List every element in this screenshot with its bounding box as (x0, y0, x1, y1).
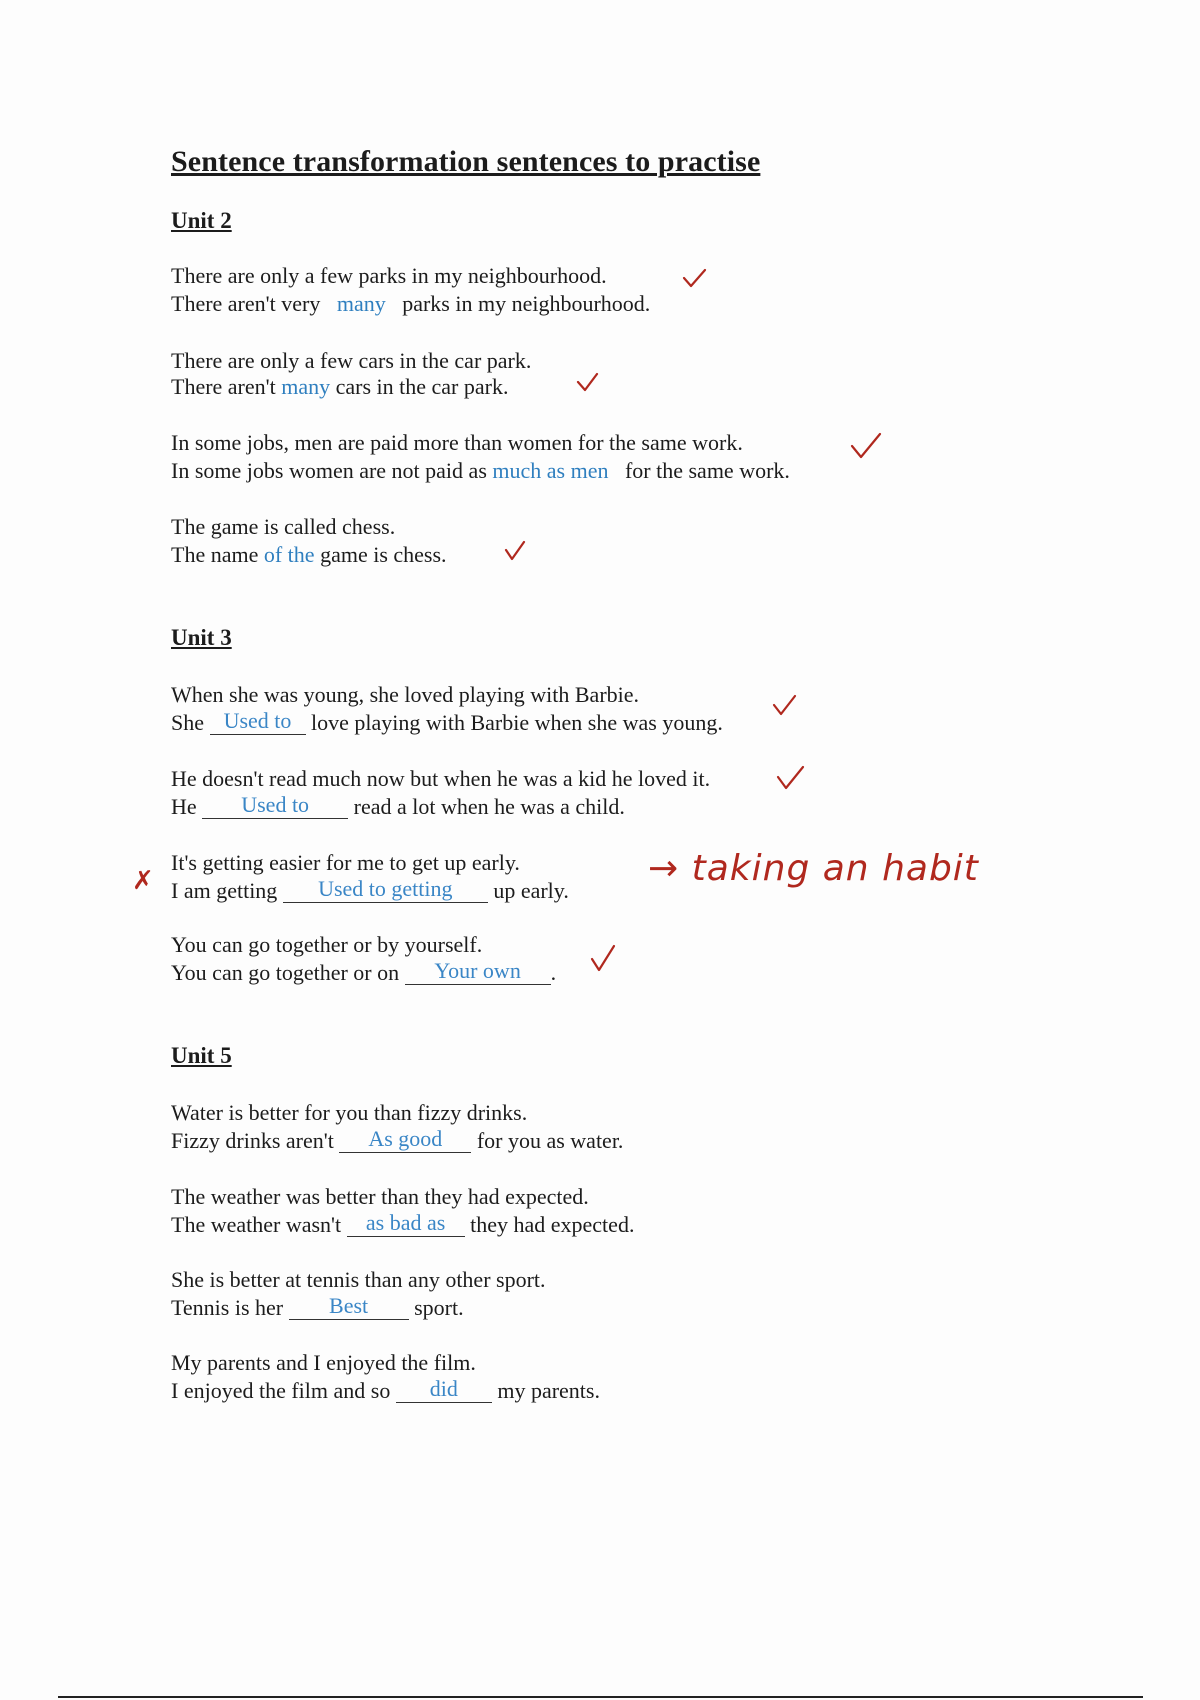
check-mark-icon (576, 372, 600, 394)
transformed-sentence (171, 794, 625, 820)
answer-blank (289, 1293, 409, 1320)
sentence-end: parks in my neighbourhood. (402, 291, 651, 316)
sentence-end: cars in the car park. (335, 374, 509, 399)
cross-mark-icon: ✗ (132, 866, 154, 896)
answer-text: much as men (492, 458, 609, 483)
check-mark-icon (682, 268, 708, 290)
sentence-start: There aren't (171, 374, 276, 399)
check-mark-icon (590, 944, 618, 974)
sentence-end: read a lot when he was a child. (353, 794, 625, 819)
sentence-start: He (171, 794, 197, 819)
answer-text: Best (329, 1293, 369, 1318)
sentence-end: my parents. (497, 1378, 600, 1403)
sentence-end: game is chess. (320, 542, 447, 567)
answer-text: Used to getting (318, 876, 453, 901)
transformed-sentence (171, 710, 723, 736)
sentence-start: I am getting (171, 878, 278, 903)
source-sentence: He doesn't read much now but when he was a kid he loved it. (171, 766, 711, 791)
source-sentence: Water is better for you than fizzy drinks. (171, 1100, 528, 1125)
answer-text: Your own (434, 958, 521, 983)
check-mark-icon (776, 765, 806, 791)
transformed-sentence (171, 1378, 600, 1404)
transformed-sentence (171, 1212, 634, 1238)
sentence-end: for you as water. (476, 1128, 624, 1153)
answer-text: Used to (223, 708, 292, 733)
source-sentence: The weather was better than they had expected. (171, 1184, 589, 1209)
transformed-sentence (171, 1128, 623, 1154)
answer-text: many (336, 291, 386, 316)
sentence-end: sport. (414, 1295, 464, 1320)
sentence-end: love playing with Barbie when she was young. (311, 710, 723, 735)
answer-text: many (281, 374, 331, 399)
answer-blank (283, 876, 488, 903)
sentence-start: She (171, 710, 204, 735)
source-sentence: There are only a few cars in the car park. (171, 348, 532, 373)
answer-text: as bad as (365, 1210, 446, 1235)
answer-blank (202, 792, 348, 819)
transformed-sentence (171, 374, 508, 400)
sentence-start: You can go together or on (171, 960, 400, 985)
answer-text: Used to (241, 792, 310, 817)
unit-heading: Unit 5 (171, 1043, 232, 1068)
answer-text: did (429, 1376, 458, 1401)
sentence-end: for the same work. (624, 458, 790, 483)
sentence-end: they had expected. (470, 1212, 635, 1237)
source-sentence: She is better at tennis than any other sport. (171, 1267, 546, 1292)
check-mark-icon (504, 540, 528, 562)
transformed-sentence (171, 291, 650, 317)
transformed-sentence (171, 878, 569, 904)
sentence-start: The name (171, 542, 259, 567)
answer-blank (405, 958, 551, 985)
answer-blank (396, 1376, 492, 1403)
sentence-start: There aren't very (171, 291, 321, 316)
unit-heading: Unit 3 (171, 625, 232, 650)
answer-blank (210, 708, 306, 735)
source-sentence: It's getting easier for me to get up early. (171, 850, 520, 875)
check-mark-icon (772, 694, 798, 718)
source-sentence: In some jobs, men are paid more than women for the same work. (171, 430, 743, 455)
sentence-start: In some jobs women are not paid as (171, 458, 487, 483)
answer-blank (339, 1126, 471, 1153)
answer-blank (347, 1210, 465, 1237)
source-sentence: The game is called chess. (171, 514, 396, 539)
answer-text: of the (263, 542, 315, 567)
source-sentence: When she was young, she loved playing with Barbie. (171, 682, 640, 707)
source-sentence: There are only a few parks in my neighbourhood. (171, 263, 607, 288)
page-title: Sentence transformation sentences to practise (171, 145, 761, 178)
unit-heading: Unit 2 (171, 208, 232, 233)
check-mark-icon (850, 432, 882, 460)
sentence-end: . (550, 960, 557, 985)
sentence-start: Fizzy drinks aren't (171, 1128, 334, 1153)
teacher-note: → taking an habit (648, 848, 979, 889)
sentence-end: up early. (493, 878, 569, 903)
answer-text: As good (368, 1126, 443, 1151)
transformed-sentence (171, 542, 447, 568)
sentence-start: I enjoyed the film and so (171, 1378, 391, 1403)
sentence-start: The weather wasn't (171, 1212, 342, 1237)
sentence-start: Tennis is her (171, 1295, 284, 1320)
transformed-sentence (171, 458, 790, 484)
transformed-sentence (171, 960, 556, 986)
page-bottom-rule (58, 1696, 1143, 1698)
source-sentence: You can go together or by yourself. (171, 932, 483, 957)
source-sentence: My parents and I enjoyed the film. (171, 1350, 476, 1375)
transformed-sentence (171, 1295, 464, 1321)
